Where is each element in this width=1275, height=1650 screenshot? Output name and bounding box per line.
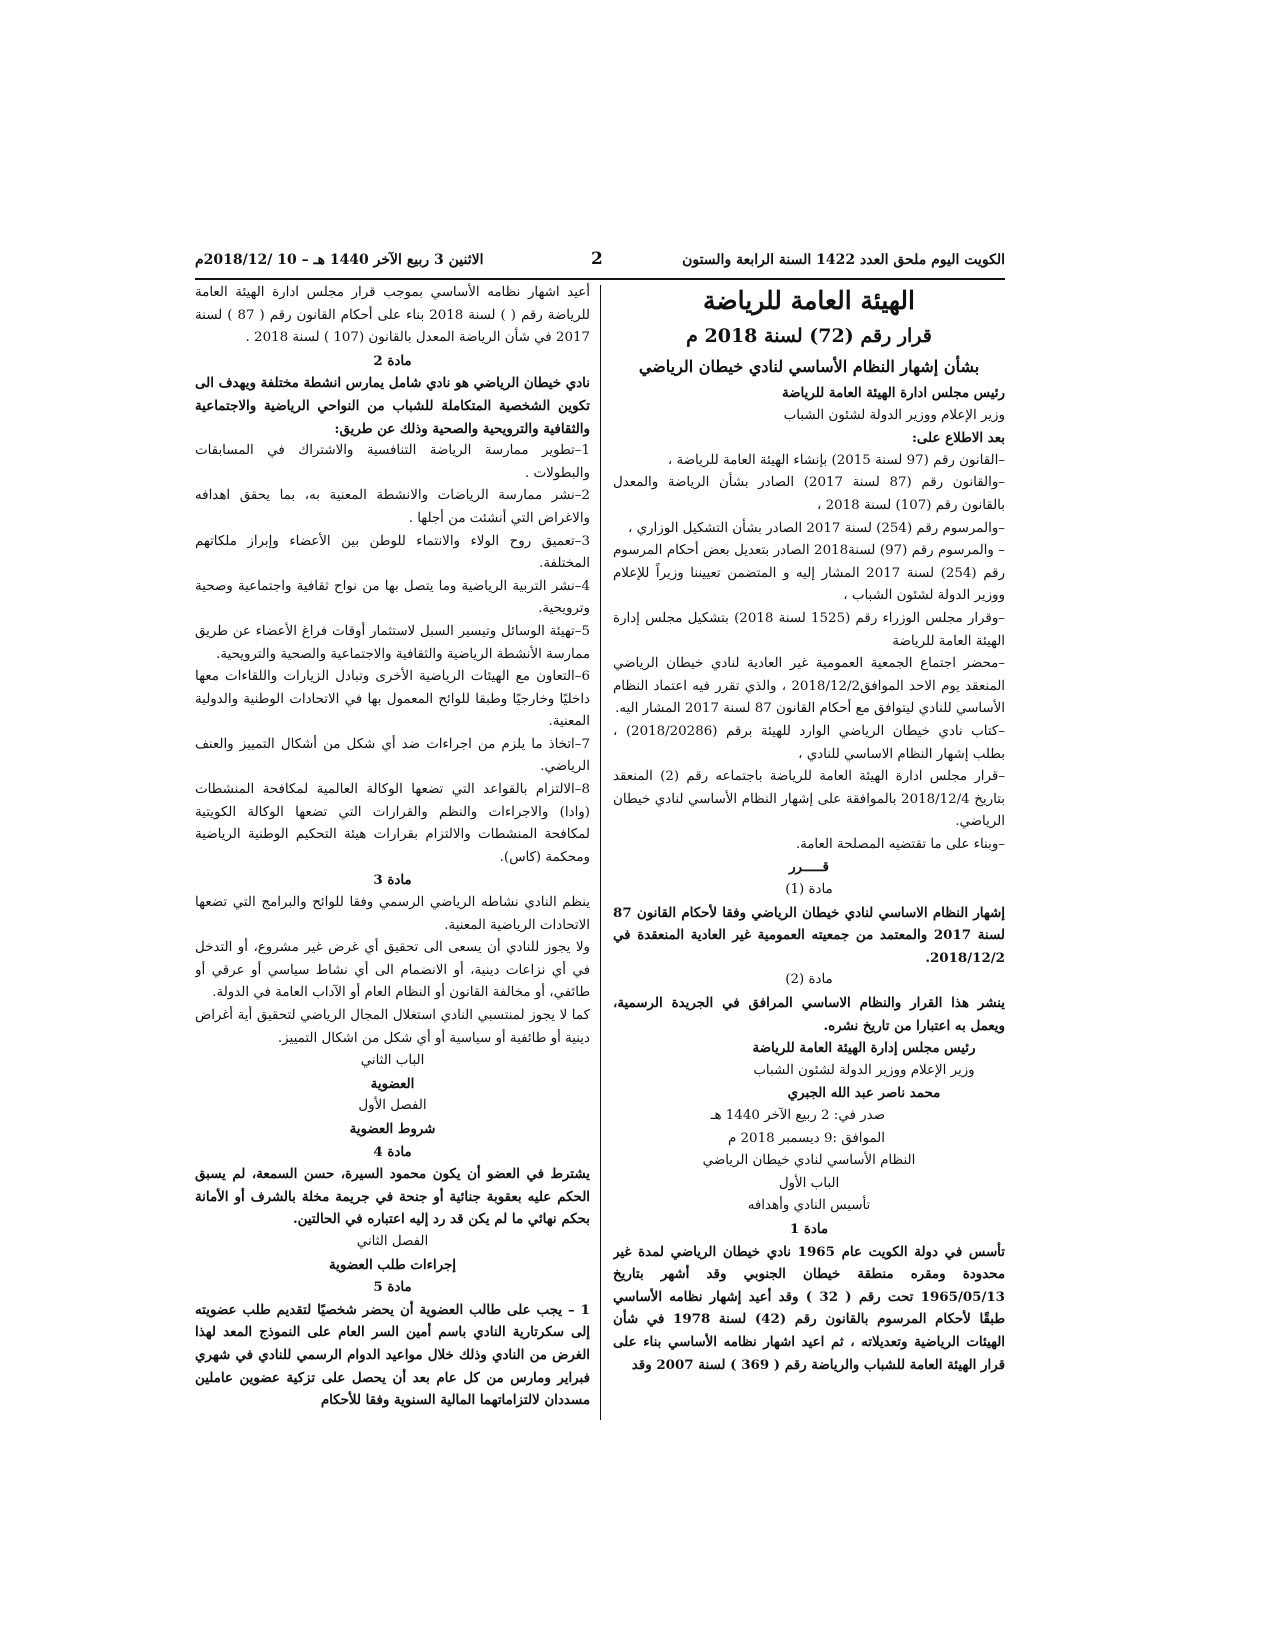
paragraph: –قرار مجلس ادارة الهيئة العامة للرياضة باجتماعه رقم (2) المنعقد بتاريخ 2018/12/4 بالموافقة على إشهار النظام الأساسي لنادي خيطان الرياضي. [613,769,1005,830]
paragraph: الباب الثاني [360,1053,425,1069]
right-column [613,282,1005,1422]
paragraph: صدر في: 2 ربيع الآخر 1440 هـ [710,1108,885,1123]
paragraph: قرار رقم (72) لسنة 2018 م [686,325,932,347]
paragraph: محمد ناصر عبد الله الجبري [787,1085,941,1102]
paragraph: يشترط في العضو أن يكون محمود السيرة، حسن السمعة، لم يسبق الحكم عليه بعقوبة جنائية أو جنحة في جريمة مخلة بالشرف أو الأمانة بحكم نهائي ما لم يكن قد رد إليه اعتباره في الحالتين. [195,1166,590,1228]
gazette-title: الكويت اليوم ملحق العدد 1422 السنة الرابعة والستون [682,252,1005,268]
paragraph: مادة (2) [785,972,833,988]
page-number: 2 [591,249,603,269]
paragraph: – والمرسوم رقم (97) لسنة2018 الصادر بتعديل بعض أحكام المرسوم رقم (254) لسنة 2017 المشار إليه و المتضمن تعييننا وزيراً للإعلام ووزير الدولة لشئون الشباب ، [613,543,1005,604]
paragraph: الفصل الأول [358,1098,427,1114]
paragraph: 8–الالتزام بالقواعد التي تضعها الوكالة العالمية لمكافحة المنشطات (وادا) والاجراءات والنظم والقرارات التي تضعها الوكالة الكويتية لمكافحة المنشطات والالتزام بقرارات هيئة التحكيم الوطنية الرياضية ومحكمة (كاس). [195,782,590,865]
paragraph: الباب الأول [778,1175,840,1191]
paragraph: –وبناء على ما تقتضيه المصلحة العامة. [795,836,1005,852]
paragraph: 4–نشر التربية الرياضية وما يتصل بها من نواح ثقافية واجتماعية وصحية وترويحية. [195,578,590,617]
paragraph: ينظم النادي نشاطه الرياضي الرسمي وفقا للوائح والبرامج التي تضعها الاتحادات الرياضية المعنية. [195,895,590,933]
paragraph: 3–تعميق روح الولاء والانتماء للوطن بين الأعضاء وإبراز ملكاتهم المختلفة. [195,533,590,572]
paragraph: مادة 1 [789,1220,829,1237]
paragraph: –محضر اجتماع الجمعية العمومية غير العادية لنادي خيطان الرياضي المنعقد يوم الاحد الموافق2018/12/2 ، والذي تقرر فيه اعتماد النظام الأساسي للنادي ليتوافق مع أحكام القانون 87 لسنة 2017 المشار اليه. [613,656,1005,717]
paragraph: –القانون رقم (97 لسنة 2015) بإنشاء الهيئة العامة للرياضة ، [667,452,1005,468]
paragraph: مادة 4 [373,1143,412,1160]
paragraph: شروط العضوية [349,1120,436,1137]
paragraph: الفصل الثاني [356,1233,429,1249]
paragraph: قـــــرر [789,859,829,876]
paragraph: ولا يجوز للنادي أن يسعى الى تحقيق أي غرض غير مشروع، أو التدخل في أي نزاعات دينية، أو الانضمام الى أي نشاط سياسي أو عرقي أو طائفي، أو مخالفة القانون أو النظام العام أو الآداب العامة في الدولة. [195,940,590,1001]
paragraph: وزير الإعلام ووزير الدولة لشئون الشباب [783,407,1005,423]
paragraph: 2–نشر ممارسة الرياضات والانشطة المعنية به، بما يحقق اهدافه والاغراض التي أنشئت من أجلها . [195,488,590,526]
page-header [195,246,1005,280]
paragraph: –وقرار مجلس الوزراء رقم (1525 لسنة 2018) بتشكيل مجلس إدارة الهيئة العامة للرياضة [613,610,1005,649]
paragraph: الهيئة العامة للرياضة [703,286,915,315]
paragraph: مادة 2 [373,352,412,369]
paragraph: كما لا يجوز لمنتسبي النادي استغلال المجال الرياضي لتحقيق أية أغراض دينية أو طائفية أو سياسية أو أي شكل من اشكال التمييز. [195,1008,590,1046]
paragraph: نادي خيطان الرياضي هو نادي شامل يمارس انشطة مختلفة ويهدف الى تكوين الشخصية المتكاملة للشباب من النواحي الرياضية والاجتماعية والثقافية والترويحية والصحية وذلك عن طريق: [195,375,590,437]
paragraph: 1 – يجب على طالب العضوية أن يحضر شخصيًا لتقديم طلب عضويته إلى سكرتارية النادي باسم أمين السر العام على النموذج المعد لهذا الغرض من النادي وذلك خلال مواعيد الدوام الرسمي للنادي في شهري فبراير ومارس من كل عام بعد أن يحصل على تزكية عضوين عاملين مسددان لالتزاماتهما المالية السنوية وفقا للأحكام [195,1301,590,1409]
paragraph: 7–اتخاذ ما يلزم من اجراءات ضد أي شكل من أشكال التمييز والعنف الرياضي. [195,736,590,775]
paragraph: ينشر هذا القرار والنظام الاساسي المرافق في الجريدة الرسمية، ويعمل به اعتبارا من تاريخ نشره. [613,995,1005,1034]
paragraph: بشأن إشهار النظام الأساسي لنادي خيطان الرياضي [638,357,980,376]
paragraph: مادة 5 [373,1279,412,1296]
paragraph: 5–تهيئة الوسائل وتيسير السبل لاستثمار أوقات فراغ الأعضاء عن طريق ممارسة الأنشطة الرياضية والثقافية والاجتماعية والصحية والترويحية. [195,623,590,662]
paragraph: –كتاب نادي خيطان الرياضي الوارد للهيئة برقم (2018/20286) ، بطلب إشهار النظام الاساسي للنادي ، [613,723,1005,762]
paragraph: رئيس مجلس إدارة الهيئة العامة للرياضة [752,1040,976,1057]
column-divider [600,285,601,1420]
paragraph: أعيد اشهار نظامه الأساسي بموجب قرار مجلس ادارة الهيئة العامة للرياضة رقم ( ) لسنة 2018 بناء على أحكام القانون رقم ( 87 ) لسنة 2017 في شأن الرياضة المعدل بالقانون (107 ) لسنة 2018 . [195,285,590,346]
paragraph: إجراءات طلب العضوية [329,1256,456,1273]
paragraph: 6–التعاون مع الهيئات الرياضية الأخرى وتبادل الزيارات واللقاءات معها داخليًا وخارجيًا وطبقا للوائح المعمول بها في الاتحادات الوطنية والدولية المعنية. [195,669,590,730]
issue-date: الاثنين 3 ربيع الآخر 1440 هـ – 10 /2018/12م [195,252,484,268]
paragraph: مادة (1) [785,882,833,898]
paragraph: النظام الأساسي لنادي خيطان الرياضي [702,1153,916,1169]
paragraph: –والمرسوم رقم (254) لسنة 2017 الصادر بشأن التشكيل الوزاري ، [627,520,1005,536]
paragraph: مادة 3 [373,872,412,889]
paragraph: الموافق :9 ديسمبر 2018 م [727,1130,885,1146]
paragraph: 1–تطوير ممارسة الرياضة التنافسية والاشتراك في المسابقات والبطولات . [195,443,590,481]
paragraph: إشهار النظام الاساسي لنادي خيطان الرياضي وفقا لأحكام القانون 87 لسنة 2017 والمعتمد من جمعيته العمومية غير العادية المنعقدة في 2018/12/2. [613,904,1005,966]
paragraph: العضوية [370,1075,415,1092]
left-column [195,282,590,1422]
paragraph: رئيس مجلس ادارة الهيئة العامة للرياضة [781,385,1005,401]
paragraph: تأسس في دولة الكويت عام 1965 نادي خيطان الرياضي لمدة غير محدودة ومقره منطقة خيطان الجنوبي وقد أشهر بتاريخ 1965/05/13 تحت رقم ( 32 ) وقد أعيد إشهار نظامه الأساسي طبقًا لأحكام المرسوم بالقانون رقم (42) لسنة 1978 في شأن الهيئات الرياضية وتعديلاته ، ثم اعيد اشهار نظامه الأساسي بناء على قرار الهيئة العامة للشباب والرياضة رقم ( 369 ) لسنة 2007 وقد [613,1243,1005,1373]
paragraph: –والقانون رقم (87 لسنة 2017) الصادر بشأن الرياضة والمعدل بالقانون رقم (107) لسنة 2018 ، [613,475,1005,513]
paragraph: تأسيس النادي وأهدافه [747,1198,871,1214]
paragraph: وزير الإعلام ووزير الدولة لشئون الشباب [753,1062,975,1078]
paragraph: بعد الاطلاع على: [911,430,1005,447]
